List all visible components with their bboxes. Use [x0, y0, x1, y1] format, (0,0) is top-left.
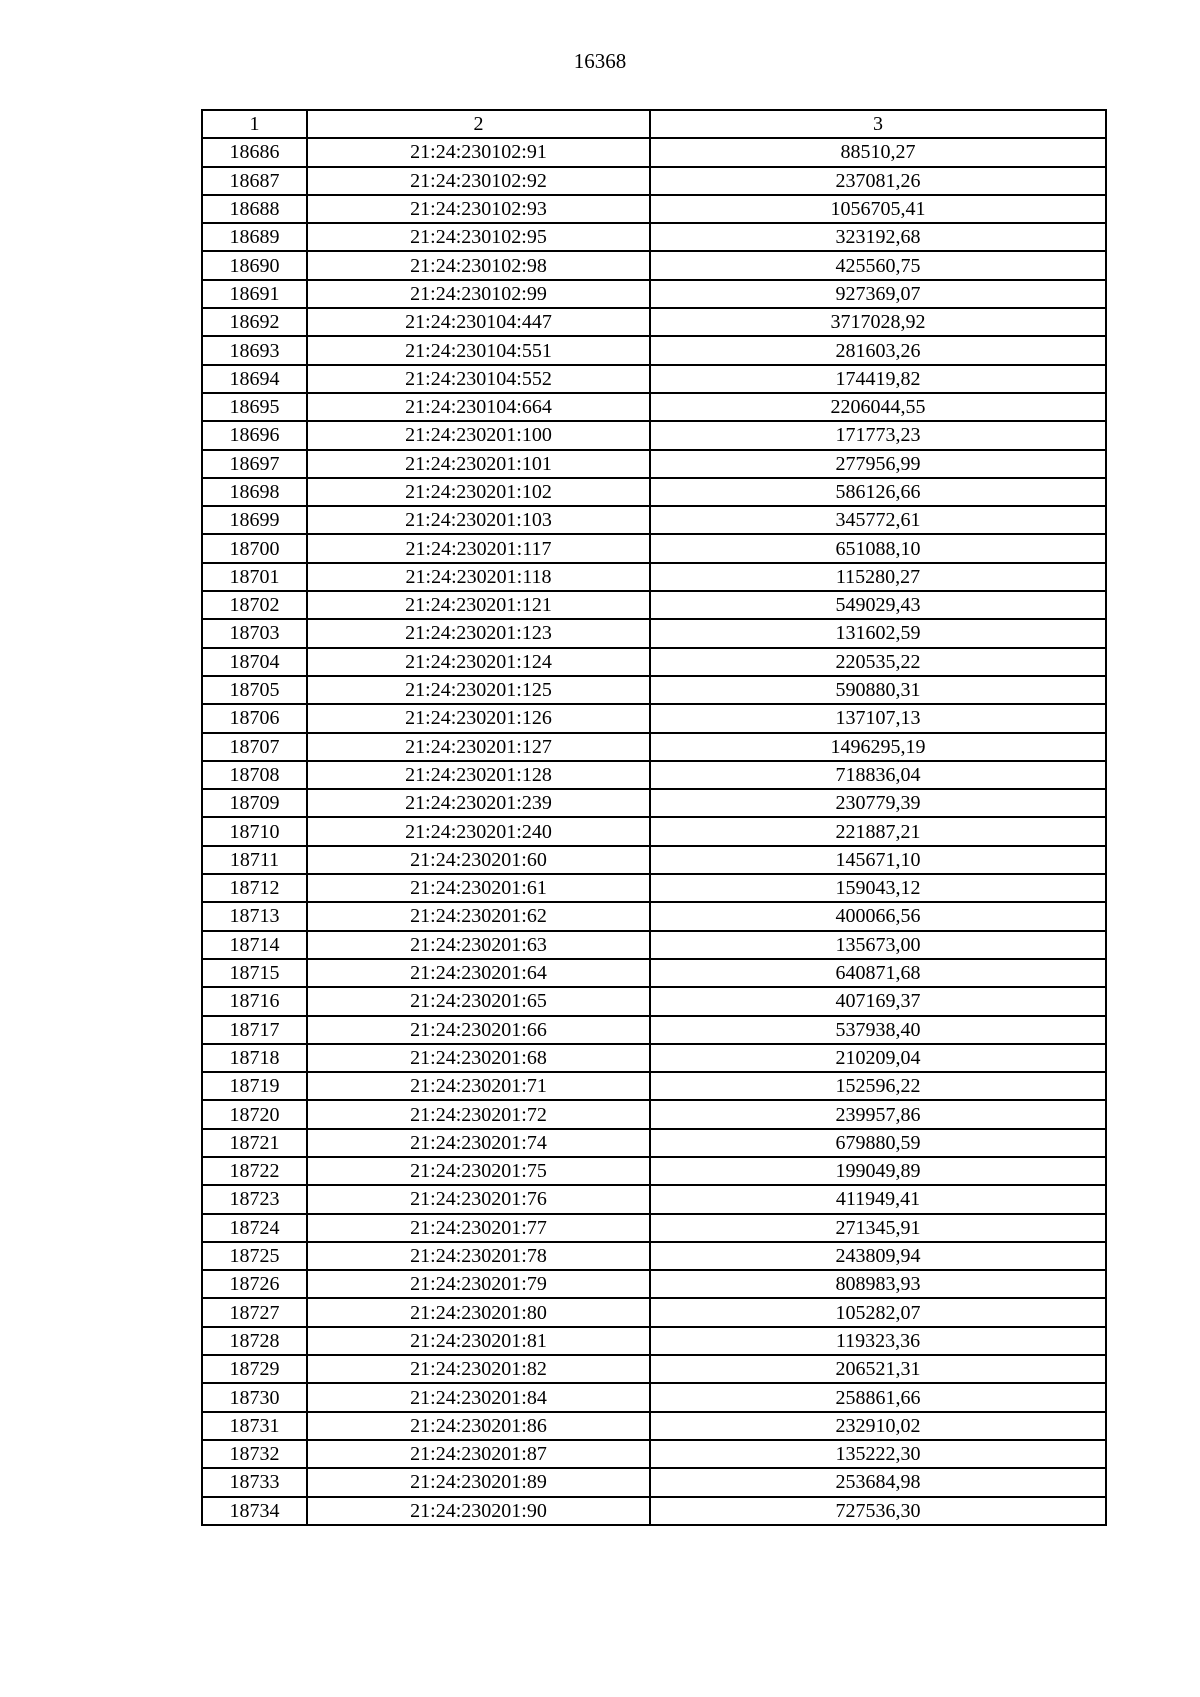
- row-number-cell: 18712: [202, 874, 307, 902]
- cadastral-number-cell: 21:24:230201:82: [307, 1355, 650, 1383]
- value-cell: 281603,26: [650, 336, 1106, 364]
- row-number-cell: 18707: [202, 733, 307, 761]
- row-number-cell: 18691: [202, 280, 307, 308]
- value-cell: 586126,66: [650, 478, 1106, 506]
- cadastral-number-cell: 21:24:230201:77: [307, 1214, 650, 1242]
- value-cell: 1056705,41: [650, 195, 1106, 223]
- table-row: [202, 506, 1106, 534]
- value-cell: 590880,31: [650, 676, 1106, 704]
- row-number-cell: 18713: [202, 902, 307, 930]
- value-cell: 105282,07: [650, 1298, 1106, 1326]
- value-cell: 135673,00: [650, 931, 1106, 959]
- cadastral-number-cell: 21:24:230201:87: [307, 1440, 650, 1468]
- cadastral-number-cell: 21:24:230201:125: [307, 676, 650, 704]
- table-row: [202, 1242, 1106, 1270]
- table-row: [202, 619, 1106, 647]
- value-cell: 323192,68: [650, 223, 1106, 251]
- row-number-cell: 18720: [202, 1100, 307, 1128]
- row-number-cell: 18714: [202, 931, 307, 959]
- row-number-cell: 18688: [202, 195, 307, 223]
- cadastral-number-cell: 21:24:230104:447: [307, 308, 650, 336]
- value-cell: 651088,10: [650, 534, 1106, 562]
- row-number-cell: 18733: [202, 1468, 307, 1496]
- cadastral-number-cell: 21:24:230201:72: [307, 1100, 650, 1128]
- value-cell: 345772,61: [650, 506, 1106, 534]
- table-row: [202, 733, 1106, 761]
- table-row: [202, 1355, 1106, 1383]
- row-number-cell: 18699: [202, 506, 307, 534]
- row-number-cell: 18702: [202, 591, 307, 619]
- cadastral-number-cell: 21:24:230201:240: [307, 817, 650, 845]
- table-row: [202, 1100, 1106, 1128]
- row-number-cell: 18710: [202, 817, 307, 845]
- value-cell: 88510,27: [650, 138, 1106, 166]
- value-cell: 119323,36: [650, 1327, 1106, 1355]
- cadastral-number-cell: 21:24:230102:91: [307, 138, 650, 166]
- cadastral-number-cell: 21:24:230201:75: [307, 1157, 650, 1185]
- value-cell: 237081,26: [650, 167, 1106, 195]
- value-cell: 258861,66: [650, 1383, 1106, 1411]
- table-row: [202, 421, 1106, 449]
- table-row: [202, 138, 1106, 166]
- page-number: 16368: [573, 49, 627, 73]
- value-cell: 277956,99: [650, 450, 1106, 478]
- cadastral-number-cell: 21:24:230201:117: [307, 534, 650, 562]
- value-cell: 808983,93: [650, 1270, 1106, 1298]
- cadastral-number-cell: 21:24:230104:552: [307, 365, 650, 393]
- table-row: [202, 591, 1106, 619]
- table-row: [202, 648, 1106, 676]
- table-row: [202, 704, 1106, 732]
- row-number-cell: 18724: [202, 1214, 307, 1242]
- value-cell: 220535,22: [650, 648, 1106, 676]
- table-row: [202, 534, 1106, 562]
- cadastral-number-cell: 21:24:230201:123: [307, 619, 650, 647]
- cadastral-number-cell: 21:24:230201:86: [307, 1412, 650, 1440]
- cadastral-number-cell: 21:24:230102:93: [307, 195, 650, 223]
- cadastral-number-cell: 21:24:230102:98: [307, 251, 650, 279]
- table-row: [202, 959, 1106, 987]
- cadastral-number-cell: 21:24:230201:84: [307, 1383, 650, 1411]
- row-number-cell: 18731: [202, 1412, 307, 1440]
- table-row: [202, 563, 1106, 591]
- table-header: [202, 110, 1106, 138]
- value-cell: 210209,04: [650, 1044, 1106, 1072]
- row-number-cell: 18725: [202, 1242, 307, 1270]
- row-number-cell: 18711: [202, 846, 307, 874]
- value-cell: 206521,31: [650, 1355, 1106, 1383]
- value-cell: 727536,30: [650, 1497, 1106, 1525]
- value-cell: 679880,59: [650, 1129, 1106, 1157]
- column-header-2: 2: [307, 110, 650, 138]
- value-cell: 230779,39: [650, 789, 1106, 817]
- cadastral-number-cell: 21:24:230102:95: [307, 223, 650, 251]
- value-cell: 145671,10: [650, 846, 1106, 874]
- row-number-cell: 18703: [202, 619, 307, 647]
- cadastral-number-cell: 21:24:230104:551: [307, 336, 650, 364]
- cadastral-number-cell: 21:24:230102:92: [307, 167, 650, 195]
- header-row: [202, 110, 1106, 138]
- table-row: [202, 336, 1106, 364]
- value-cell: 927369,07: [650, 280, 1106, 308]
- cadastral-number-cell: 21:24:230201:64: [307, 959, 650, 987]
- table-row: [202, 308, 1106, 336]
- row-number-cell: 18732: [202, 1440, 307, 1468]
- cadastral-number-cell: 21:24:230201:89: [307, 1468, 650, 1496]
- row-number-cell: 18728: [202, 1327, 307, 1355]
- table-row: [202, 987, 1106, 1015]
- row-number-cell: 18700: [202, 534, 307, 562]
- row-number-cell: 18718: [202, 1044, 307, 1072]
- cadastral-number-cell: 21:24:230201:71: [307, 1072, 650, 1100]
- table-row: [202, 1497, 1106, 1525]
- row-number-cell: 18687: [202, 167, 307, 195]
- value-cell: 221887,21: [650, 817, 1106, 845]
- value-cell: 131602,59: [650, 619, 1106, 647]
- value-cell: 115280,27: [650, 563, 1106, 591]
- table-row: [202, 1044, 1106, 1072]
- table-row: [202, 1412, 1106, 1440]
- cadastral-number-cell: 21:24:230201:78: [307, 1242, 650, 1270]
- table-row: [202, 478, 1106, 506]
- table-row: [202, 450, 1106, 478]
- table-row: [202, 817, 1106, 845]
- cadastral-number-cell: 21:24:230201:76: [307, 1185, 650, 1213]
- table-row: [202, 167, 1106, 195]
- table-row: [202, 789, 1106, 817]
- table-row: [202, 1440, 1106, 1468]
- row-number-cell: 18727: [202, 1298, 307, 1326]
- cadastral-number-cell: 21:24:230201:126: [307, 704, 650, 732]
- cadastral-number-cell: 21:24:230201:101: [307, 450, 650, 478]
- value-cell: 400066,56: [650, 902, 1106, 930]
- value-cell: 549029,43: [650, 591, 1106, 619]
- row-number-cell: 18730: [202, 1383, 307, 1411]
- value-cell: 137107,13: [650, 704, 1106, 732]
- value-cell: 2206044,55: [650, 393, 1106, 421]
- cadastral-number-cell: 21:24:230201:100: [307, 421, 650, 449]
- value-cell: 159043,12: [650, 874, 1106, 902]
- cadastral-number-cell: 21:24:230201:60: [307, 846, 650, 874]
- value-cell: 407169,37: [650, 987, 1106, 1015]
- value-cell: 232910,02: [650, 1412, 1106, 1440]
- cadastral-number-cell: 21:24:230201:127: [307, 733, 650, 761]
- row-number-cell: 18722: [202, 1157, 307, 1185]
- value-cell: 640871,68: [650, 959, 1106, 987]
- table-row: [202, 1157, 1106, 1185]
- cadastral-number-cell: 21:24:230201:102: [307, 478, 650, 506]
- row-number-cell: 18686: [202, 138, 307, 166]
- table-row: [202, 280, 1106, 308]
- row-number-cell: 18692: [202, 308, 307, 336]
- value-cell: 239957,86: [650, 1100, 1106, 1128]
- table-row: [202, 931, 1106, 959]
- cadastral-number-cell: 21:24:230201:61: [307, 874, 650, 902]
- cadastral-number-cell: 21:24:230201:80: [307, 1298, 650, 1326]
- row-number-cell: 18719: [202, 1072, 307, 1100]
- table-row: [202, 1129, 1106, 1157]
- value-cell: 135222,30: [650, 1440, 1106, 1468]
- data-table: [201, 109, 1107, 1526]
- cadastral-number-cell: 21:24:230201:121: [307, 591, 650, 619]
- table-row: [202, 1016, 1106, 1044]
- value-cell: 411949,41: [650, 1185, 1106, 1213]
- row-number-cell: 18695: [202, 393, 307, 421]
- row-number-cell: 18717: [202, 1016, 307, 1044]
- cadastral-number-cell: 21:24:230201:118: [307, 563, 650, 591]
- row-number-cell: 18696: [202, 421, 307, 449]
- row-number-cell: 18701: [202, 563, 307, 591]
- table-row: [202, 1185, 1106, 1213]
- table-row: [202, 902, 1106, 930]
- table-row: [202, 874, 1106, 902]
- table-row: [202, 365, 1106, 393]
- value-cell: 171773,23: [650, 421, 1106, 449]
- value-cell: 199049,89: [650, 1157, 1106, 1185]
- row-number-cell: 18694: [202, 365, 307, 393]
- value-cell: 1496295,19: [650, 733, 1106, 761]
- table-body: [202, 138, 1106, 1525]
- row-number-cell: 18697: [202, 450, 307, 478]
- cadastral-number-cell: 21:24:230104:664: [307, 393, 650, 421]
- table-row: [202, 251, 1106, 279]
- cadastral-number-cell: 21:24:230201:124: [307, 648, 650, 676]
- row-number-cell: 18708: [202, 761, 307, 789]
- value-cell: 174419,82: [650, 365, 1106, 393]
- table-row: [202, 1270, 1106, 1298]
- table-row: [202, 846, 1106, 874]
- cadastral-number-cell: 21:24:230201:239: [307, 789, 650, 817]
- row-number-cell: 18716: [202, 987, 307, 1015]
- table-row: [202, 1383, 1106, 1411]
- row-number-cell: 18721: [202, 1129, 307, 1157]
- row-number-cell: 18723: [202, 1185, 307, 1213]
- table-row: [202, 761, 1106, 789]
- value-cell: 253684,98: [650, 1468, 1106, 1496]
- value-cell: 152596,22: [650, 1072, 1106, 1100]
- value-cell: 425560,75: [650, 251, 1106, 279]
- cadastral-number-cell: 21:24:230201:65: [307, 987, 650, 1015]
- cadastral-number-cell: 21:24:230201:74: [307, 1129, 650, 1157]
- cadastral-number-cell: 21:24:230102:99: [307, 280, 650, 308]
- table-row: [202, 1214, 1106, 1242]
- table-row: [202, 1327, 1106, 1355]
- row-number-cell: 18704: [202, 648, 307, 676]
- table-row: [202, 1468, 1106, 1496]
- row-number-cell: 18709: [202, 789, 307, 817]
- value-cell: 537938,40: [650, 1016, 1106, 1044]
- table-row: [202, 676, 1106, 704]
- cadastral-number-cell: 21:24:230201:63: [307, 931, 650, 959]
- cadastral-number-cell: 21:24:230201:68: [307, 1044, 650, 1072]
- value-cell: 271345,91: [650, 1214, 1106, 1242]
- value-cell: 3717028,92: [650, 308, 1106, 336]
- cadastral-number-cell: 21:24:230201:81: [307, 1327, 650, 1355]
- row-number-cell: 18698: [202, 478, 307, 506]
- row-number-cell: 18690: [202, 251, 307, 279]
- cadastral-number-cell: 21:24:230201:128: [307, 761, 650, 789]
- row-number-cell: 18706: [202, 704, 307, 732]
- table-row: [202, 1072, 1106, 1100]
- value-cell: 718836,04: [650, 761, 1106, 789]
- cadastral-number-cell: 21:24:230201:62: [307, 902, 650, 930]
- column-header-3: 3: [650, 110, 1106, 138]
- cadastral-number-cell: 21:24:230201:66: [307, 1016, 650, 1044]
- cadastral-number-cell: 21:24:230201:90: [307, 1497, 650, 1525]
- table-row: [202, 195, 1106, 223]
- row-number-cell: 18715: [202, 959, 307, 987]
- row-number-cell: 18705: [202, 676, 307, 704]
- row-number-cell: 18689: [202, 223, 307, 251]
- table-row: [202, 1298, 1106, 1326]
- value-cell: 243809,94: [650, 1242, 1106, 1270]
- row-number-cell: 18734: [202, 1497, 307, 1525]
- row-number-cell: 18729: [202, 1355, 307, 1383]
- table-row: [202, 223, 1106, 251]
- cadastral-number-cell: 21:24:230201:103: [307, 506, 650, 534]
- cadastral-number-cell: 21:24:230201:79: [307, 1270, 650, 1298]
- row-number-cell: 18693: [202, 336, 307, 364]
- table-row: [202, 393, 1106, 421]
- column-header-1: 1: [202, 110, 307, 138]
- row-number-cell: 18726: [202, 1270, 307, 1298]
